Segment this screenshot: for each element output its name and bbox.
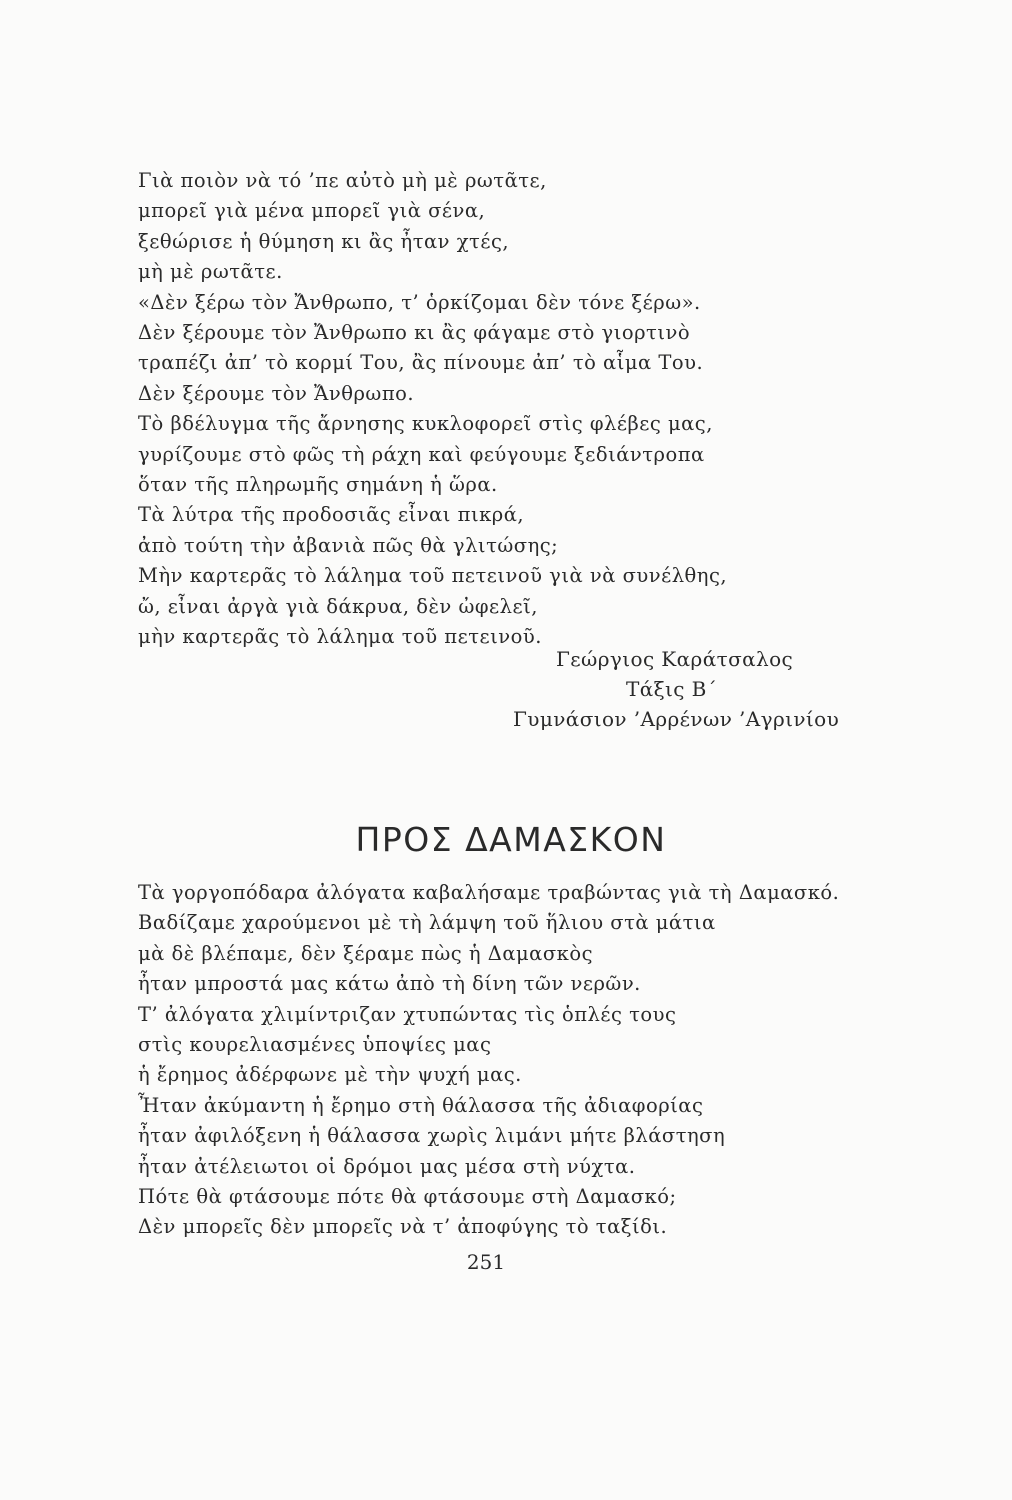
poem-one bbox=[138, 166, 727, 653]
poem-line: Τὰ λύτρα τῆς προδοσιᾶς εἶναι πικρά, bbox=[138, 503, 525, 527]
poem-line: Γιὰ ποιὸν νὰ τό ’πε αὐτὸ μὴ μὲ ρωτᾶτε, bbox=[138, 169, 547, 192]
page-number: 251 bbox=[466, 1250, 506, 1274]
signature-class: Τάξις Β΄ bbox=[626, 677, 718, 701]
poem-line: ἀπὸ τούτη τὴν ἀβανιὰ πῶς θὰ γλιτώσης; bbox=[138, 533, 559, 557]
poem-line: Τὸ βδέλυγμα τῆς ἄρνησης κυκλοφορεῖ στὶς φλέβες μας, bbox=[138, 412, 713, 436]
poem-line: γυρίζουμε στὸ φῶς τὴ ράχη καὶ φεύγουμε ξεδιάντροπα bbox=[138, 442, 705, 466]
poem-line: ἡ ἔρημος ἀδέρφωνε μὲ τὴν ψυχή μας. bbox=[138, 1063, 522, 1087]
poem-line: Δὲν μπορεῖς δὲν μπορεῖς νὰ τ’ ἀποφύγης τὸ ταξίδι. bbox=[138, 1215, 668, 1239]
poem-line: ξεθώρισε ἡ θύμηση κι ἂς ἦταν χτές, bbox=[138, 229, 510, 253]
poem-line: «Δὲν ξέρω τὸν Ἄνθρωπο, τ’ ὁρκίζομαι δὲν τόνε ξέρω». bbox=[138, 290, 701, 314]
signature-school: Γυμνάσιον ’Αρρένων ’Αγρινίου bbox=[513, 707, 840, 731]
poem-line: μὴν καρτερᾶς τὸ λάλημα τοῦ πετεινοῦ. bbox=[138, 625, 542, 649]
poem-line: Δὲν ξέρουμε τὸν Ἄνθρωπο κι ἂς φάγαμε στὸ γιορτινὸ bbox=[138, 321, 691, 345]
poem-line: ἦταν μπροστά μας κάτω ἀπὸ τὴ δίνη τῶν νερῶν. bbox=[138, 972, 641, 996]
poem-line: Ἦταν ἀκύμαντη ἡ ἔρημο στὴ θάλασσα τῆς ἀδιαφορίας bbox=[138, 1093, 704, 1117]
poem-line: Πότε θὰ φτάσουμε πότε θὰ φτάσουμε στὴ Δαμασκό; bbox=[138, 1185, 677, 1209]
poem-line: στὶς κουρελιασμένες ὑποψίες μας bbox=[138, 1033, 492, 1057]
poem-line: μὰ δὲ βλέπαμε, δὲν ξέραμε πὼς ἡ Δαμασκὸς bbox=[138, 941, 594, 965]
poem-two bbox=[138, 878, 839, 1243]
poem-line: Τ’ ἀλόγατα χλιμίντριζαν χτυπώντας τὶς ὁπλές τους bbox=[138, 1002, 677, 1026]
poem-title: ΠΡΟΣ ΔΑΜΑΣΚΟΝ bbox=[355, 820, 667, 859]
poem-line: Δὲν ξέρουμε τὸν Ἄνθρωπο. bbox=[138, 381, 415, 405]
poem-line: ἦταν ἀφιλόξενη ἡ θάλασσα χωρὶς λιμάνι μήτε βλάστηση bbox=[138, 1124, 726, 1148]
poem-line: Τὰ γοργοπόδαρα ἀλόγατα καβαλήσαμε τραβώντας γιὰ τὴ Δαμασκό. bbox=[138, 881, 840, 904]
poem-line: τραπέζι ἀπ’ τὸ κορμί Του, ἂς πίνουμε ἀπ’ τὸ αἷμα Του. bbox=[138, 351, 704, 375]
signature-author: Γεώργιος Καράτσαλος bbox=[556, 647, 794, 671]
poem-line: ὤ, εἶναι ἀργὰ γιὰ δάκρυα, δὲν ὠφελεῖ, bbox=[138, 594, 538, 618]
poem-line: ὅταν τῆς πληρωμῆς σημάνη ἡ ὥρα. bbox=[138, 473, 498, 497]
poem-line: Βαδίζαμε χαρούμενοι μὲ τὴ λάμψη τοῦ ἥλιου στὰ μάτια bbox=[138, 911, 716, 935]
poem-line: μὴ μὲ ρωτᾶτε. bbox=[138, 260, 283, 284]
poem-line: Μὴν καρτερᾶς τὸ λάλημα τοῦ πετεινοῦ γιὰ νὰ συνέλθης, bbox=[138, 564, 728, 588]
poem-line: ἦταν ἀτέλειωτοι οἱ δρόμοι μας μέσα στὴ νύχτα. bbox=[138, 1154, 636, 1178]
poem-line: μπορεῖ γιὰ μένα μπορεῖ γιὰ σένα, bbox=[138, 199, 486, 223]
